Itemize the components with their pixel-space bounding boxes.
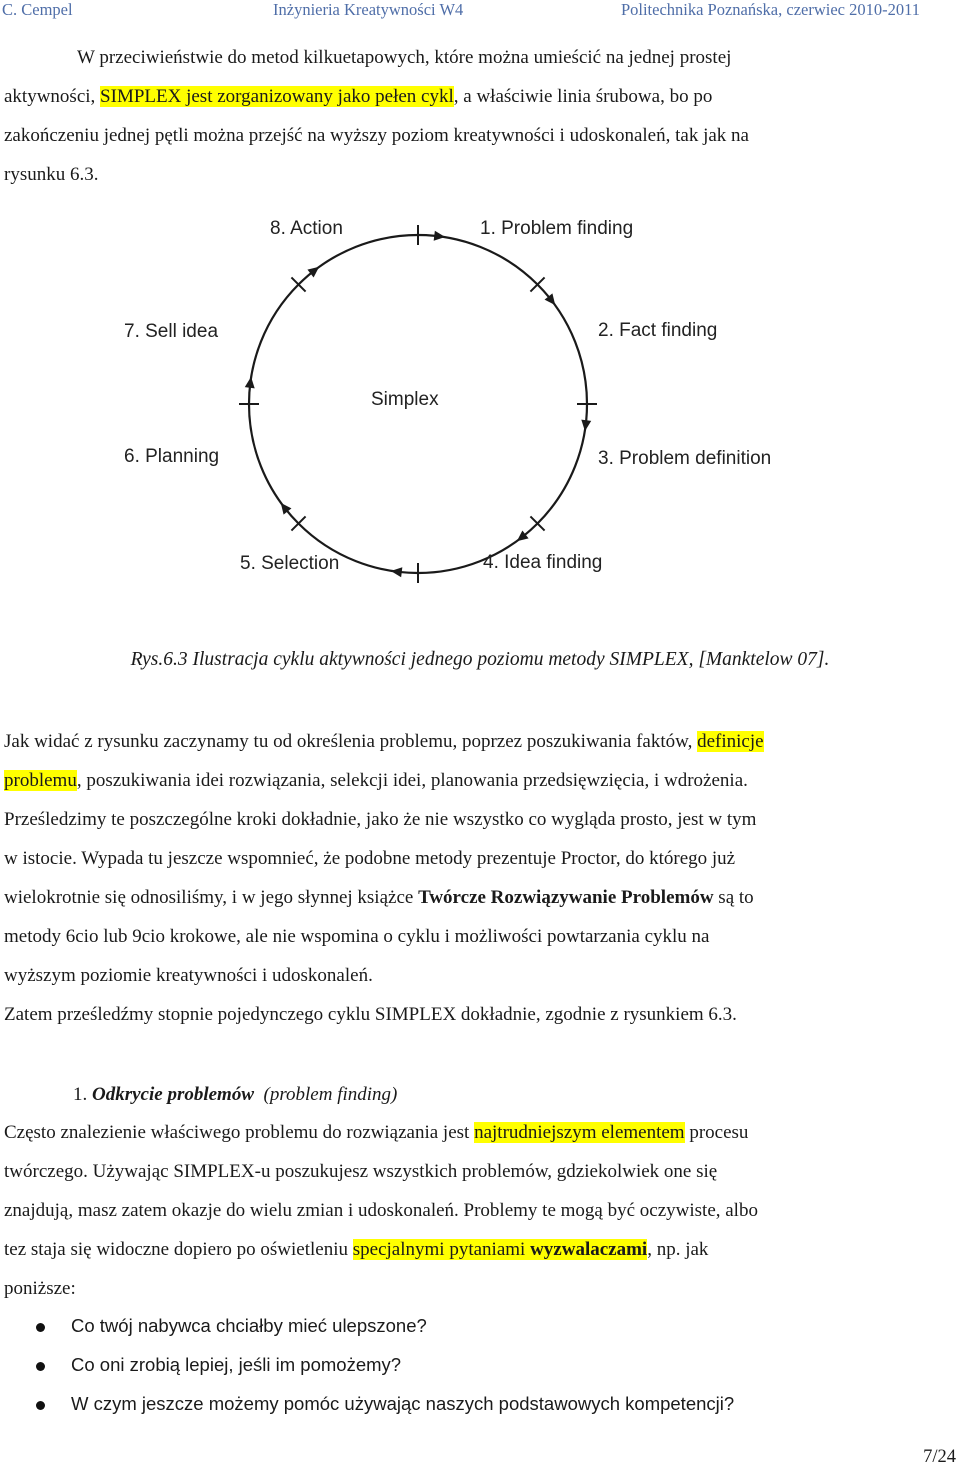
direction-arrow-icon [391,567,403,577]
bullet-icon [36,1323,45,1332]
paragraph-follow-up: Zatem prześledźmy stopnie pojedynczego cyklu SIMPLEX dokładnie, zgodnie z rysunkiem 6.3. [4,1004,737,1025]
text-line: twórczego. Używając SIMPLEX-u poszukujesz wszystkich problemów, gdziekolwiek one się [4,1161,718,1182]
text-span: , a właściwie linia śrubowa, bo po [453,86,713,107]
text-span: , np. jak [647,1239,709,1260]
step-label-8: 8. Action [270,218,343,239]
direction-arrow-icon [434,231,446,241]
section-number: 1. [73,1084,88,1105]
step-label-5: 5. Selection [240,553,340,574]
list-item [0,1350,900,1386]
text-line [4,878,920,917]
text-line: poniższe: [4,1278,76,1299]
text-line: zakończeniu jednej pętli można przejść na wyższy poziom kreatywności i udoskonaleń, tak jak na [4,125,749,146]
text-line: znajdują, masz zatem okazje do wielu zmian i udoskonaleń. Problemy te mogą być oczywiste, albo [4,1200,758,1221]
text-line: w istocie. Wypada tu jeszcze wspomnieć, że podobne metody prezentuje Proctor, do którego już [4,848,736,869]
highlighted-text: problemu [4,770,77,791]
text-line: wyższym poziomie kreatywności i udoskonaleń. [4,965,373,986]
figure-caption: Rys.6.3 Ilustracja cyklu aktywności jednego poziomu metody SIMPLEX, [Manktelow 07]. [130,649,830,670]
text-span: aktywności, [4,86,96,107]
step-label-2: 2. Fact finding [598,320,718,341]
text-line: Prześledzimy te poszczególne kroki dokładnie, jako że nie wszystko co wygląda prosto, jest w tym [4,809,757,830]
step-label-3: 3. Problem definition [598,448,772,469]
list-item-text: Co oni zrobią lepiej, jeśli im pomożemy? [71,1354,402,1375]
text-line: W przeciwieństwie do metod kilkuetapowych, które można umieścić na jednej prostej [77,47,732,68]
list-item [0,1311,900,1347]
simplex-cycle-diagram [0,0,960,640]
text-span: są to [718,887,754,908]
step-label-6: 6. Planning [124,446,220,467]
text-span: specjalnymi pytaniami [352,1239,526,1260]
bullet-icon [36,1401,45,1410]
list-item-text: Co twój nabywca chciałby mieć ulepszone? [71,1315,427,1336]
list-item [0,1389,900,1425]
text-span: , poszukiwania idei rozwiązania, selekcji idei, planowania przedsięwzięcia, i wdrożenia. [76,770,748,791]
text-span: Jak widać z rysunku zaczynamy tu od określenia problemu, poprzez poszukiwania faktów, [4,731,693,752]
section-heading [73,1075,397,1114]
diagram-labels [124,218,771,574]
step-label-1: 1. Problem finding [480,218,634,239]
list-item-text: W czym jeszcze możemy pomóc używając naszych podstawowych kompetencji? [71,1393,735,1414]
step-label-4: 4. Idea finding [483,552,603,573]
direction-arrow-icon [245,377,255,389]
paragraph-problem-finding [4,1113,920,1308]
bullet-icon [36,1362,45,1371]
header-institution: Politechnika Poznańska, czerwiec 2010-2011 [620,0,920,19]
text-span: procesu [689,1122,749,1143]
highlighted-text: SIMPLEX jest zorganizowany jako pełen cykl [100,86,454,107]
text-span: wielokrotnie się odnosiliśmy, i w jego słynnej książce [4,887,414,908]
text-span: Często znalezienie właściwego problemu do rozwiązania jest [4,1122,470,1143]
text-span: tez staja się widoczne dopiero po oświetleniu [4,1239,349,1260]
section-title: Odkrycie problemów [92,1084,255,1105]
header-course: Inżynieria Kreatywności W4 [273,0,464,19]
direction-arrow-icon [581,420,591,432]
bold-highlighted-text: wyzwalaczami [530,1239,648,1260]
text-line: rysunku 6.3. [4,164,99,185]
header-author: C. Cempel [2,0,73,19]
text-line [4,761,920,800]
step-label-7: 7. Sell idea [124,321,219,342]
highlighted-text: definicje [697,731,764,752]
text-line [4,1113,920,1152]
highlighted-text [353,1239,647,1260]
page-number: 7/24 [923,1447,956,1467]
text-line: metody 6cio lub 9cio krokowe, ale nie wspomina o cyklu i możliwości powtarzania cyklu na [4,926,710,947]
text-line [4,1230,920,1269]
text-line [4,722,920,761]
section-subtitle: (problem finding) [263,1084,398,1105]
highlighted-text: najtrudniejszym elementem [474,1122,685,1143]
diagram-center-label: Simplex [371,389,439,410]
bold-book-title: Twórcze Rozwiązywanie Problemów [418,887,714,908]
paragraph-steps-overview [4,722,920,995]
